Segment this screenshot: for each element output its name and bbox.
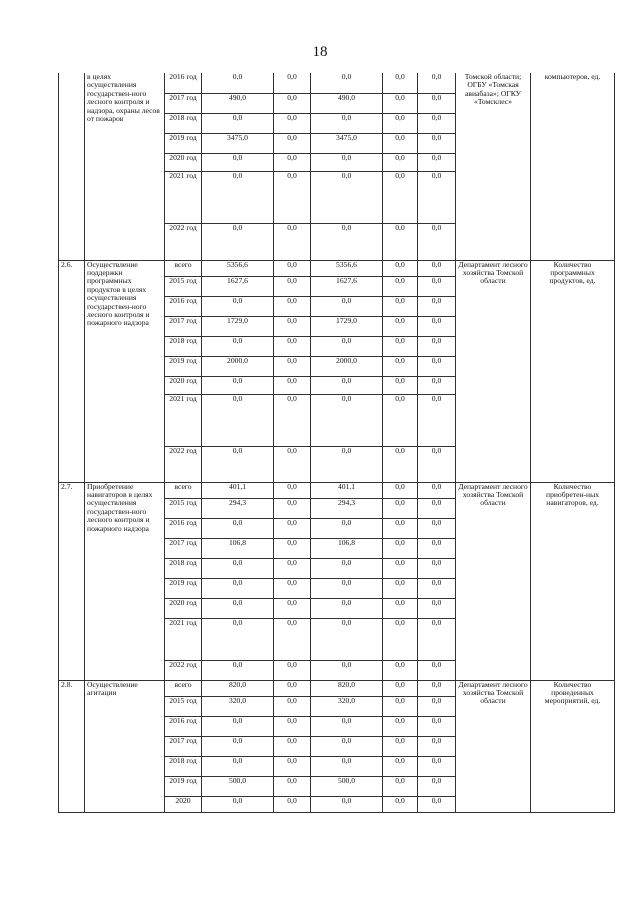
funding-value-cell: 500,0 bbox=[311, 776, 383, 796]
item-number: 2.8. bbox=[59, 680, 85, 812]
funding-value-cell: 106,8 bbox=[202, 538, 274, 558]
period-cell: 2020 bbox=[165, 796, 202, 812]
funding-value-cell: 0,0 bbox=[274, 680, 311, 696]
funding-value-cell: 0,0 bbox=[418, 394, 456, 446]
executor: Департамент лесного хозяйства Томской области bbox=[456, 260, 531, 482]
funding-value-cell: 0,0 bbox=[202, 756, 274, 776]
funding-value-cell: 294,3 bbox=[202, 498, 274, 518]
period-cell: 2015 год bbox=[165, 696, 202, 716]
funding-value-cell: 0,0 bbox=[274, 73, 311, 93]
indicator-name: Количество проведенных мероприятий, ед. bbox=[531, 680, 615, 812]
funding-value-cell: 320,0 bbox=[202, 696, 274, 716]
funding-value-cell: 0,0 bbox=[311, 518, 383, 538]
period-cell: 2017 год bbox=[165, 538, 202, 558]
funding-value-cell: 0,0 bbox=[311, 73, 383, 93]
funding-value-cell: 0,0 bbox=[383, 736, 418, 756]
funding-value-cell: 0,0 bbox=[202, 446, 274, 482]
funding-value-cell: 0,0 bbox=[311, 618, 383, 660]
funding-value-cell: 0,0 bbox=[274, 394, 311, 446]
funding-value-cell: 0,0 bbox=[311, 336, 383, 356]
funding-value-cell: 0,0 bbox=[418, 276, 456, 296]
period-cell: 2022 год bbox=[165, 223, 202, 260]
funding-value-cell: 0,0 bbox=[274, 260, 311, 276]
funding-value-cell: 0,0 bbox=[274, 153, 311, 171]
funding-value-cell: 0,0 bbox=[311, 598, 383, 618]
funding-value-cell: 320,0 bbox=[311, 696, 383, 716]
funding-value-cell: 0,0 bbox=[202, 796, 274, 812]
funding-value-cell: 0,0 bbox=[418, 73, 456, 93]
funding-value-cell: 0,0 bbox=[418, 680, 456, 696]
funding-value-cell: 1627,6 bbox=[311, 276, 383, 296]
funding-value-cell: 0,0 bbox=[274, 446, 311, 482]
funding-value-cell: 0,0 bbox=[418, 558, 456, 578]
funding-value-cell: 0,0 bbox=[383, 73, 418, 93]
funding-value-cell: 0,0 bbox=[202, 660, 274, 680]
period-cell: 2018 год bbox=[165, 336, 202, 356]
funding-value-cell: 0,0 bbox=[383, 578, 418, 598]
funding-value-cell: 0,0 bbox=[202, 296, 274, 316]
item-number: 2.6. bbox=[59, 260, 85, 482]
funding-value-cell: 401,1 bbox=[311, 482, 383, 498]
funding-value-cell: 0,0 bbox=[418, 356, 456, 376]
funding-value-cell: 0,0 bbox=[202, 394, 274, 446]
funding-value-cell: 0,0 bbox=[418, 223, 456, 260]
funding-value-cell: 0,0 bbox=[418, 776, 456, 796]
table-row bbox=[59, 482, 615, 498]
funding-value-cell: 0,0 bbox=[383, 171, 418, 223]
funding-value-cell: 0,0 bbox=[418, 113, 456, 133]
funding-value-cell: 0,0 bbox=[383, 376, 418, 394]
period-cell: 2020 год bbox=[165, 153, 202, 171]
funding-value-cell: 0,0 bbox=[274, 538, 311, 558]
measure-name: Приобретение навигаторов в целях осуществления государствен-ного лесного контроля и пожарного надзора bbox=[85, 482, 165, 680]
funding-value-cell: 0,0 bbox=[274, 756, 311, 776]
funding-value-cell: 0,0 bbox=[274, 376, 311, 394]
funding-value-cell: 401,1 bbox=[202, 482, 274, 498]
funding-value-cell: 0,0 bbox=[418, 736, 456, 756]
funding-value-cell: 0,0 bbox=[383, 538, 418, 558]
funding-value-cell: 294,3 bbox=[311, 498, 383, 518]
funding-value-cell: 0,0 bbox=[202, 716, 274, 736]
funding-value-cell: 820,0 bbox=[202, 680, 274, 696]
program-measures-table bbox=[58, 73, 615, 813]
executor: Департамент лесного хозяйства Томской области bbox=[456, 680, 531, 812]
funding-value-cell: 0,0 bbox=[202, 73, 274, 93]
funding-value-cell: 0,0 bbox=[383, 680, 418, 696]
funding-value-cell: 0,0 bbox=[274, 660, 311, 680]
page-number: 18 bbox=[312, 44, 328, 60]
funding-value-cell: 0,0 bbox=[383, 223, 418, 260]
funding-value-cell: 0,0 bbox=[311, 736, 383, 756]
funding-value-cell: 0,0 bbox=[383, 316, 418, 336]
funding-value-cell: 0,0 bbox=[383, 296, 418, 316]
funding-value-cell: 0,0 bbox=[202, 618, 274, 660]
period-cell: 2018 год bbox=[165, 756, 202, 776]
indicator-name: Количество приобретен-ных навигаторов, ед. bbox=[531, 482, 615, 680]
funding-value-cell: 0,0 bbox=[274, 578, 311, 598]
funding-value-cell: 0,0 bbox=[311, 716, 383, 736]
funding-value-cell: 0,0 bbox=[383, 518, 418, 538]
funding-value-cell: 0,0 bbox=[418, 153, 456, 171]
funding-value-cell: 0,0 bbox=[274, 276, 311, 296]
funding-value-cell: 490,0 bbox=[311, 93, 383, 113]
funding-value-cell: 0,0 bbox=[202, 223, 274, 260]
funding-value-cell: 0,0 bbox=[383, 394, 418, 446]
period-cell: 2019 год bbox=[165, 776, 202, 796]
funding-value-cell: 0,0 bbox=[311, 578, 383, 598]
funding-value-cell: 0,0 bbox=[418, 93, 456, 113]
funding-value-cell: 0,0 bbox=[383, 796, 418, 812]
period-cell: всего bbox=[165, 260, 202, 276]
funding-value-cell: 0,0 bbox=[418, 716, 456, 736]
measure-name: Осуществление агитации bbox=[85, 680, 165, 812]
funding-value-cell: 0,0 bbox=[383, 482, 418, 498]
funding-value-cell: 0,0 bbox=[311, 153, 383, 171]
funding-value-cell: 0,0 bbox=[418, 482, 456, 498]
funding-value-cell: 0,0 bbox=[202, 578, 274, 598]
period-cell: 2017 год bbox=[165, 316, 202, 336]
period-cell: 2019 год bbox=[165, 356, 202, 376]
funding-value-cell: 0,0 bbox=[274, 716, 311, 736]
funding-value-cell: 0,0 bbox=[383, 598, 418, 618]
period-cell: 2015 год bbox=[165, 276, 202, 296]
funding-value-cell: 0,0 bbox=[418, 336, 456, 356]
funding-value-cell: 0,0 bbox=[202, 376, 274, 394]
funding-value-cell: 0,0 bbox=[418, 498, 456, 518]
funding-value-cell: 0,0 bbox=[383, 93, 418, 113]
funding-value-cell: 0,0 bbox=[274, 618, 311, 660]
period-cell: всего bbox=[165, 482, 202, 498]
period-cell: 2017 год bbox=[165, 93, 202, 113]
period-cell: 2016 год bbox=[165, 518, 202, 538]
funding-value-cell: 0,0 bbox=[274, 776, 311, 796]
funding-value-cell: 0,0 bbox=[202, 736, 274, 756]
indicator-name: компьютеров, ед. bbox=[531, 73, 615, 260]
funding-value-cell: 0,0 bbox=[274, 598, 311, 618]
funding-value-cell: 0,0 bbox=[418, 133, 456, 153]
funding-value-cell: 0,0 bbox=[418, 376, 456, 394]
table-row bbox=[59, 73, 615, 93]
period-cell: 2016 год bbox=[165, 296, 202, 316]
funding-value-cell: 0,0 bbox=[311, 376, 383, 394]
funding-value-cell: 0,0 bbox=[311, 171, 383, 223]
period-cell: 2021 год bbox=[165, 394, 202, 446]
funding-value-cell: 0,0 bbox=[418, 296, 456, 316]
period-cell: 2016 год bbox=[165, 73, 202, 93]
measure-name: Осуществление поддержки программных продуктов в целях осуществления государствен-ного лесного контроля и пожарного надзора bbox=[85, 260, 165, 482]
funding-value-cell: 0,0 bbox=[383, 153, 418, 171]
funding-value-cell: 2000,0 bbox=[202, 356, 274, 376]
funding-value-cell: 0,0 bbox=[274, 171, 311, 223]
funding-value-cell: 0,0 bbox=[418, 598, 456, 618]
funding-value-cell: 0,0 bbox=[311, 756, 383, 776]
funding-value-cell: 0,0 bbox=[383, 660, 418, 680]
period-cell: 2019 год bbox=[165, 133, 202, 153]
period-cell: 2015 год bbox=[165, 498, 202, 518]
period-cell: 2022 год bbox=[165, 660, 202, 680]
funding-value-cell: 0,0 bbox=[274, 316, 311, 336]
executor: Томской области; ОГБУ «Томская авиабаза»; ОГКУ «Томсклес» bbox=[456, 73, 531, 260]
funding-value-cell: 0,0 bbox=[202, 171, 274, 223]
period-cell: 2022 год bbox=[165, 446, 202, 482]
funding-value-cell: 3475,0 bbox=[311, 133, 383, 153]
funding-value-cell: 0,0 bbox=[274, 796, 311, 812]
funding-value-cell: 0,0 bbox=[418, 756, 456, 776]
funding-value-cell: 0,0 bbox=[202, 518, 274, 538]
funding-value-cell: 0,0 bbox=[383, 113, 418, 133]
funding-value-cell: 490,0 bbox=[202, 93, 274, 113]
funding-value-cell: 0,0 bbox=[418, 660, 456, 680]
indicator-name: Количество программных продуктов, ед. bbox=[531, 260, 615, 482]
funding-value-cell: 0,0 bbox=[418, 316, 456, 336]
funding-value-cell: 0,0 bbox=[418, 446, 456, 482]
funding-value-cell: 0,0 bbox=[274, 558, 311, 578]
funding-value-cell: 820,0 bbox=[311, 680, 383, 696]
funding-value-cell: 0,0 bbox=[418, 518, 456, 538]
funding-value-cell: 1729,0 bbox=[202, 316, 274, 336]
funding-value-cell: 0,0 bbox=[418, 696, 456, 716]
funding-value-cell: 0,0 bbox=[311, 796, 383, 812]
funding-value-cell: 0,0 bbox=[274, 696, 311, 716]
period-cell: 2016 год bbox=[165, 716, 202, 736]
period-cell: 2018 год bbox=[165, 558, 202, 578]
measure-name: в целях осуществления государствен-ного лесного контроля и надзора, охраны лесов от пожаров bbox=[85, 73, 165, 260]
period-cell: 2021 год bbox=[165, 618, 202, 660]
funding-value-cell: 0,0 bbox=[383, 133, 418, 153]
funding-value-cell: 0,0 bbox=[418, 796, 456, 812]
funding-value-cell: 0,0 bbox=[383, 716, 418, 736]
funding-value-cell: 0,0 bbox=[274, 93, 311, 113]
funding-value-cell: 0,0 bbox=[274, 336, 311, 356]
funding-value-cell: 0,0 bbox=[383, 696, 418, 716]
period-cell: 2018 год bbox=[165, 113, 202, 133]
funding-value-cell: 0,0 bbox=[383, 618, 418, 660]
funding-value-cell: 0,0 bbox=[383, 756, 418, 776]
funding-value-cell: 0,0 bbox=[202, 598, 274, 618]
funding-value-cell: 0,0 bbox=[311, 660, 383, 680]
funding-value-cell: 0,0 bbox=[418, 171, 456, 223]
funding-value-cell: 0,0 bbox=[202, 336, 274, 356]
funding-value-cell: 0,0 bbox=[383, 356, 418, 376]
funding-value-cell: 0,0 bbox=[274, 223, 311, 260]
funding-value-cell: 0,0 bbox=[202, 558, 274, 578]
item-number bbox=[59, 73, 85, 260]
funding-value-cell: 0,0 bbox=[311, 296, 383, 316]
funding-value-cell: 0,0 bbox=[418, 578, 456, 598]
funding-value-cell: 106,8 bbox=[311, 538, 383, 558]
funding-value-cell: 0,0 bbox=[383, 336, 418, 356]
item-number: 2.7. bbox=[59, 482, 85, 680]
funding-value-cell: 0,0 bbox=[274, 736, 311, 756]
funding-value-cell: 1729,0 bbox=[311, 316, 383, 336]
funding-value-cell: 5356,6 bbox=[311, 260, 383, 276]
funding-value-cell: 0,0 bbox=[311, 558, 383, 578]
period-cell: 2020 год bbox=[165, 598, 202, 618]
table-row bbox=[59, 260, 615, 276]
funding-value-cell: 0,0 bbox=[383, 260, 418, 276]
funding-value-cell: 2000,0 bbox=[311, 356, 383, 376]
funding-value-cell: 0,0 bbox=[383, 446, 418, 482]
funding-value-cell: 0,0 bbox=[274, 518, 311, 538]
funding-value-cell: 3475,0 bbox=[202, 133, 274, 153]
table-row bbox=[59, 680, 615, 696]
funding-value-cell: 0,0 bbox=[383, 776, 418, 796]
funding-value-cell: 0,0 bbox=[418, 618, 456, 660]
funding-value-cell: 0,0 bbox=[274, 133, 311, 153]
funding-value-cell: 500,0 bbox=[202, 776, 274, 796]
period-cell: 2017 год bbox=[165, 736, 202, 756]
funding-value-cell: 0,0 bbox=[383, 558, 418, 578]
funding-value-cell: 0,0 bbox=[383, 498, 418, 518]
funding-value-cell: 0,0 bbox=[311, 446, 383, 482]
funding-value-cell: 0,0 bbox=[311, 394, 383, 446]
funding-value-cell: 0,0 bbox=[383, 276, 418, 296]
funding-value-cell: 1627,6 bbox=[202, 276, 274, 296]
period-cell: 2021 год bbox=[165, 171, 202, 223]
funding-value-cell: 0,0 bbox=[274, 498, 311, 518]
funding-value-cell: 0,0 bbox=[418, 538, 456, 558]
funding-value-cell: 0,0 bbox=[311, 223, 383, 260]
funding-value-cell: 0,0 bbox=[202, 153, 274, 171]
funding-value-cell: 0,0 bbox=[418, 260, 456, 276]
funding-value-cell: 0,0 bbox=[274, 113, 311, 133]
funding-value-cell: 0,0 bbox=[202, 113, 274, 133]
funding-value-cell: 0,0 bbox=[274, 482, 311, 498]
executor: Департамент лесного хозяйства Томской области bbox=[456, 482, 531, 680]
funding-value-cell: 0,0 bbox=[274, 296, 311, 316]
period-cell: 2019 год bbox=[165, 578, 202, 598]
period-cell: 2020 год bbox=[165, 376, 202, 394]
funding-value-cell: 5356,6 bbox=[202, 260, 274, 276]
period-cell: всего bbox=[165, 680, 202, 696]
funding-value-cell: 0,0 bbox=[274, 356, 311, 376]
funding-value-cell: 0,0 bbox=[311, 113, 383, 133]
